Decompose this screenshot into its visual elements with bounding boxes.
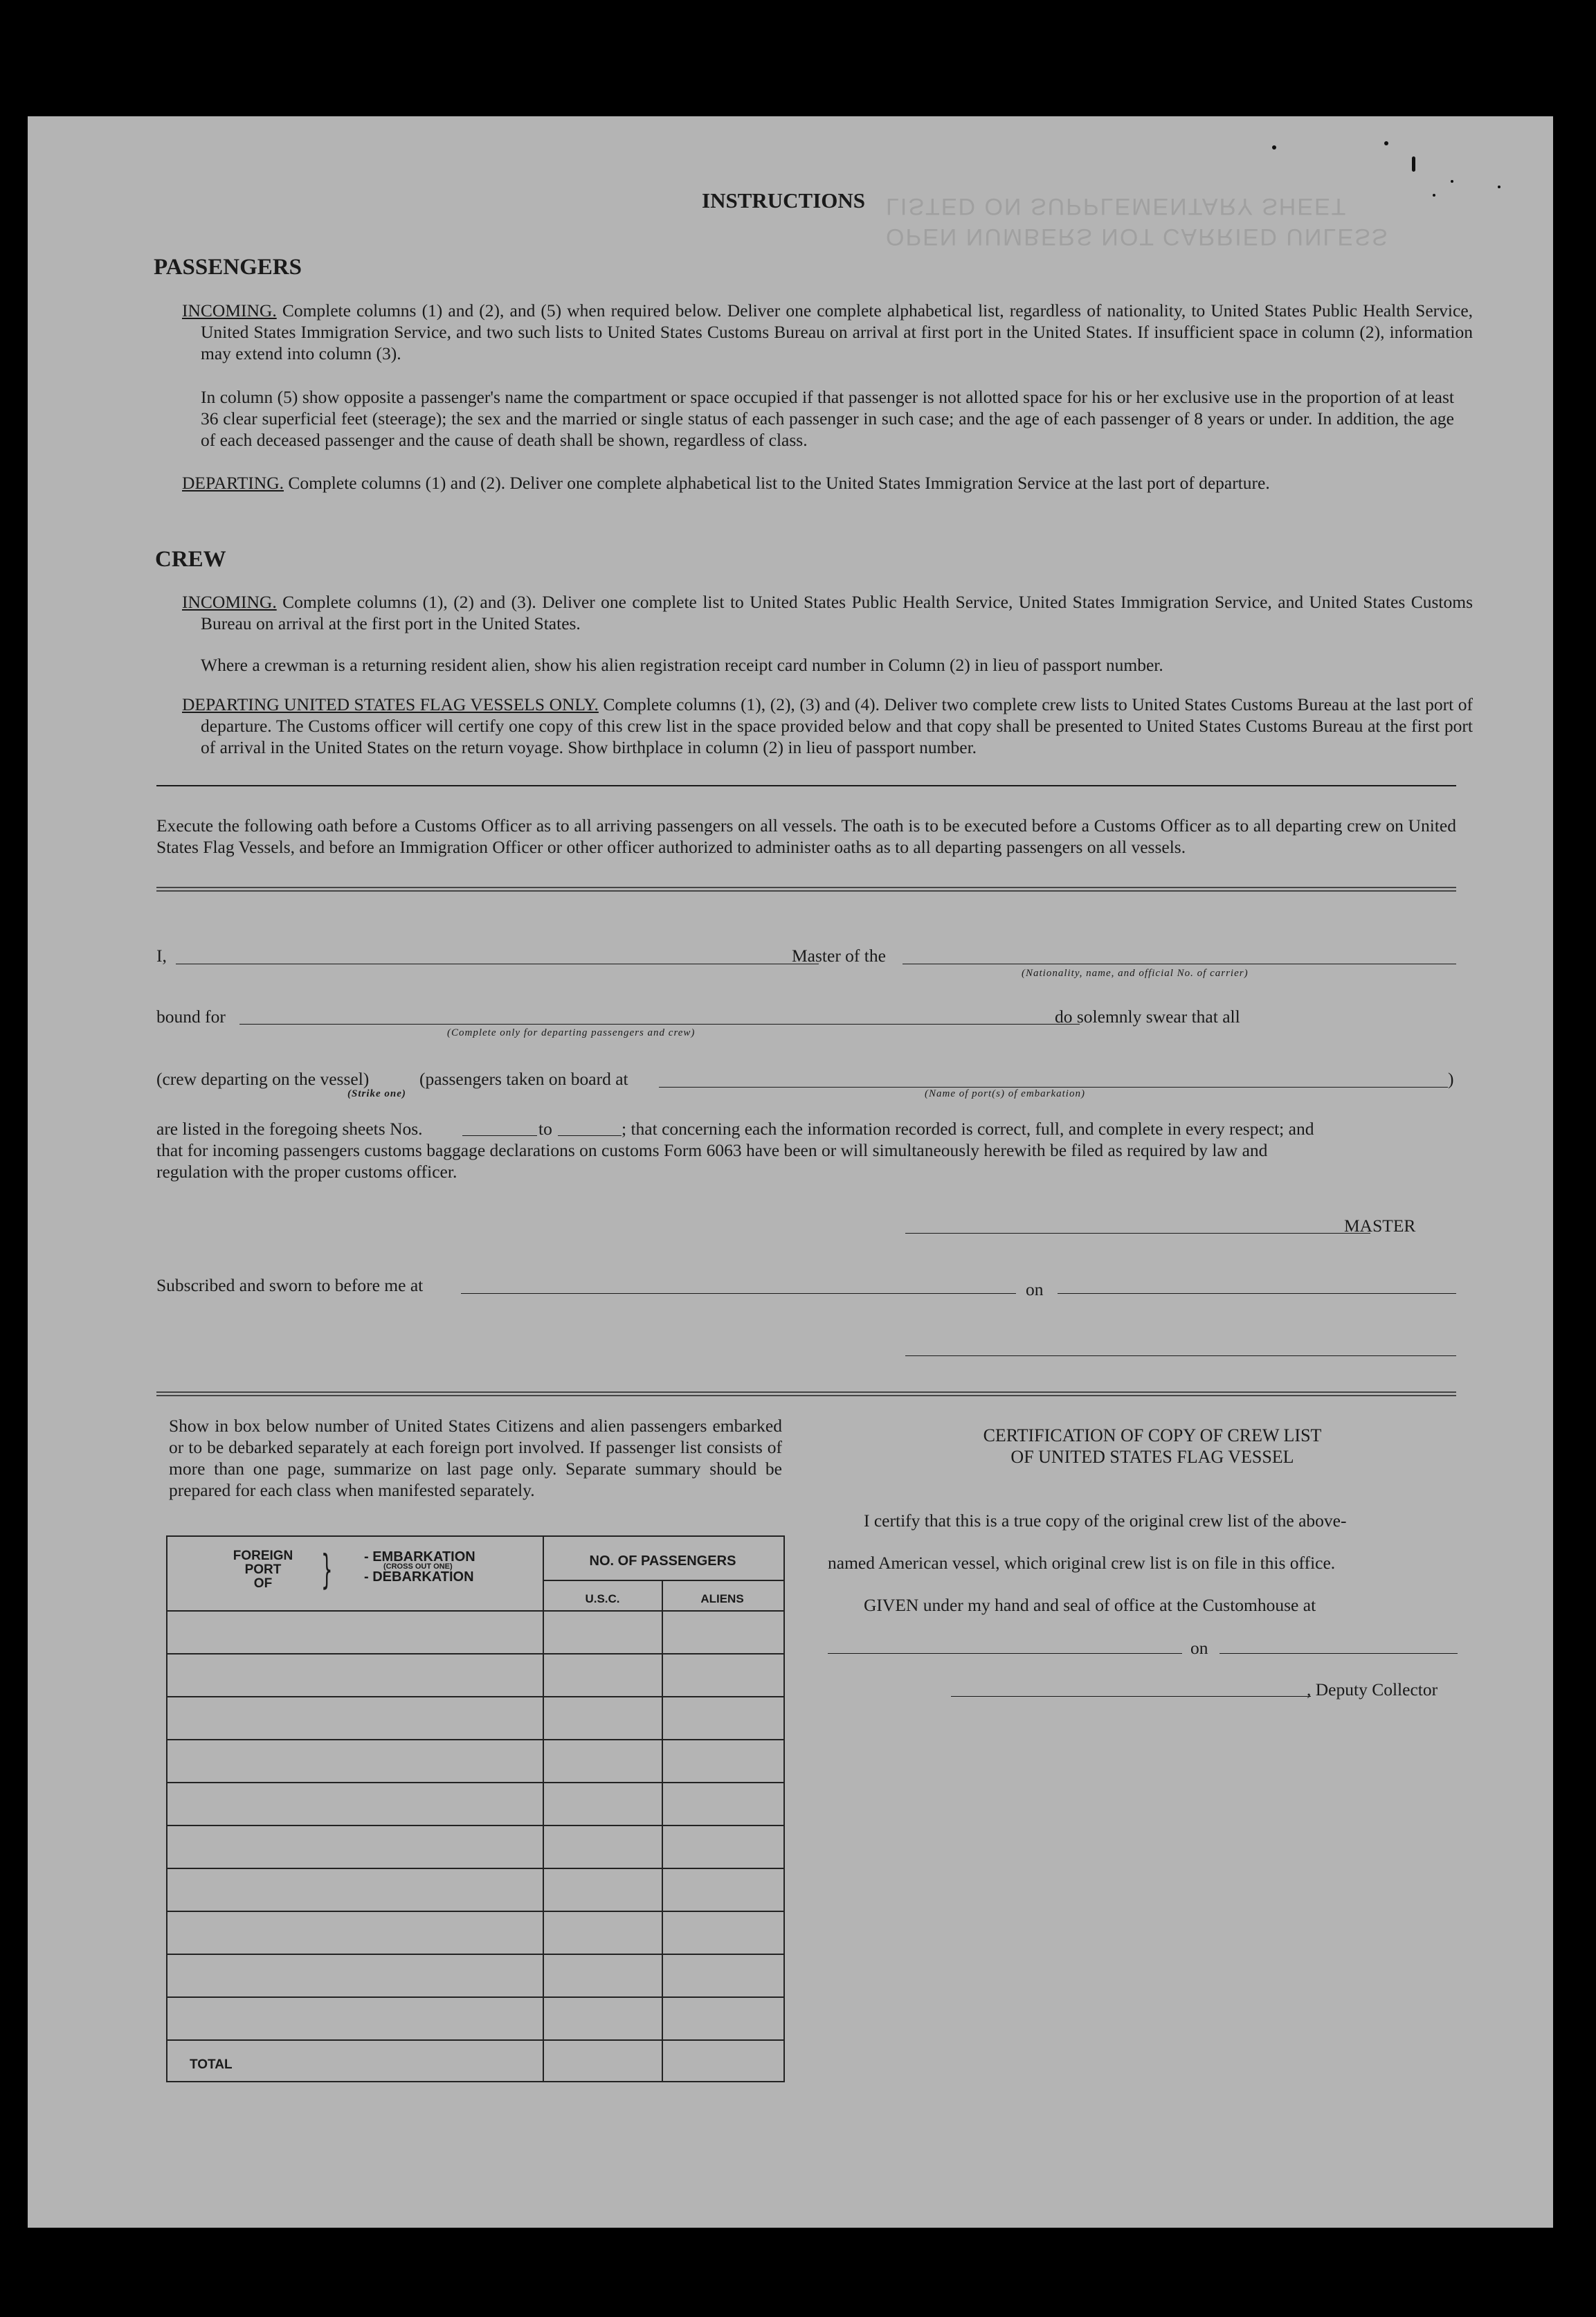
double-divider xyxy=(156,887,1456,892)
crew-resident-paragraph: Where a crewman is a returning resident alien, show his alien registration receipt card number in Column (2) in lieu of passport number. xyxy=(201,655,1163,675)
crew-departing-option: (crew departing on the vessel) xyxy=(156,1069,370,1089)
table-cell-usc[interactable] xyxy=(544,1955,662,1996)
certification-date-line[interactable] xyxy=(1219,1653,1458,1654)
table-cell-aliens[interactable] xyxy=(663,1955,783,1996)
sheet-from-line[interactable] xyxy=(462,1135,537,1136)
passengers-incoming-text: Complete columns (1) and (2), and (5) when required below. Deliver one complete alphabetical list, regardless of nationality, to United States Public Health Service, United States Immigration Service, and two such lists to United States Customs Bureau on arrival at first port in the United States. If insufficient space in column (2), information may extend into column (3). xyxy=(201,300,1473,363)
table-cell-port[interactable] xyxy=(167,1740,543,1782)
swear-text: do solemnly swear that all xyxy=(1055,1007,1240,1027)
table-cell-port[interactable] xyxy=(167,1955,543,1996)
subscribed-place-line[interactable] xyxy=(461,1293,1016,1294)
certification-line-2: named American vessel, which original crew list is on file in this office. xyxy=(828,1553,1336,1573)
crew-departing-paragraph xyxy=(182,694,1473,758)
table-cell-aliens[interactable] xyxy=(663,1783,783,1825)
crew-incoming-paragraph xyxy=(182,591,1473,634)
passengers-column5-paragraph: In column (5) show opposite a passenger's name the compartment or space occupied if that passenger is not allotted space for his or her exclusive use in the proportion of at least 36 clear superficial feet (steerage); the sex and the married or single status of each passenger in such case; and the age of each passenger of 8 years or under. In addition, the age of each deceased passenger and the cause of death shall be shown, regardless of class. xyxy=(201,387,1454,450)
table-cell-port[interactable] xyxy=(167,1912,543,1954)
passengers-heading: PASSENGERS xyxy=(154,255,302,280)
certification-given: GIVEN under my hand and seal of office at the Customhouse at xyxy=(864,1595,1316,1615)
carrier-caption: (Nationality, name, and official No. of carrier) xyxy=(1022,968,1249,979)
subscribed-label: Subscribed and sworn to before me at xyxy=(156,1275,424,1295)
table-cell-aliens[interactable] xyxy=(663,1826,783,1868)
crew-incoming-label: INCOMING. xyxy=(182,592,277,612)
usc-header: U.S.C. xyxy=(585,1592,620,1605)
speck xyxy=(1433,194,1435,197)
deputy-signature-line[interactable] xyxy=(951,1696,1311,1697)
table-cell-usc[interactable] xyxy=(544,1655,662,1696)
table-cell-aliens[interactable] xyxy=(663,1912,783,1954)
table-cell-aliens[interactable] xyxy=(663,1612,783,1653)
certification-on: on xyxy=(1190,1638,1208,1658)
speck xyxy=(1498,186,1500,188)
table-cell-usc[interactable] xyxy=(544,2041,662,2081)
form-page xyxy=(28,116,1553,2228)
oath-instructions: Execute the following oath before a Customs Officer as to all arriving passengers on all vessels. The oath is to be executed before a Customs Officer as to all departing crew on United States Flag Vessels, and before an Immigration Officer or other officer authorized to administer oaths as to all departing passengers on all vessels. xyxy=(156,815,1456,857)
passengers-incoming-paragraph xyxy=(182,300,1473,364)
master-label: MASTER xyxy=(1344,1216,1416,1236)
oath-i: I, xyxy=(156,946,167,966)
listed-regulation-text: regulation with the proper customs officer. xyxy=(156,1162,457,1182)
table-cell-usc[interactable] xyxy=(544,1912,662,1954)
page-title: INSTRUCTIONS xyxy=(702,188,866,213)
officer-signature-line[interactable] xyxy=(905,1355,1456,1356)
listed-sheets-text: are listed in the foregoing sheets Nos. xyxy=(156,1119,423,1139)
table-cell-aliens[interactable] xyxy=(663,2041,783,2081)
table-cell-port[interactable] xyxy=(167,1783,543,1825)
embarkation-ports-line[interactable] xyxy=(659,1087,1448,1088)
table-cell-aliens[interactable] xyxy=(663,1697,783,1739)
table-cell-usc[interactable] xyxy=(544,1612,662,1653)
table-cell-port[interactable] xyxy=(167,2041,543,2081)
speck xyxy=(1272,145,1276,150)
passengers-incoming-label: INCOMING. xyxy=(182,300,277,321)
certification-line-1: I certify that this is a true copy of the original crew list of the above- xyxy=(864,1511,1347,1531)
brace-icon: } xyxy=(321,1546,333,1593)
customhouse-place-line[interactable] xyxy=(828,1653,1182,1654)
subscribed-date-line[interactable] xyxy=(1058,1293,1456,1294)
table-cell-port[interactable] xyxy=(167,1612,543,1653)
table-cell-usc[interactable] xyxy=(544,1740,662,1782)
listed-correct-text: ; that concerning each the information recorded is correct, full, and complete in every respect; and xyxy=(622,1119,1314,1139)
bleed-through-stamp: OPEN NUMBERS NOT CARRIED UNLESS LISTED ON SUPPLEMENTARY SHEET xyxy=(886,193,1389,250)
passengers-departing-paragraph xyxy=(182,472,1473,494)
table-cell-aliens[interactable] xyxy=(663,1655,783,1696)
master-signature-line[interactable] xyxy=(905,1233,1370,1234)
table-cell-port[interactable] xyxy=(167,1869,543,1911)
bound-for-label: bound for xyxy=(156,1007,226,1027)
table-cell-port[interactable] xyxy=(167,1655,543,1696)
bound-for-caption: (Complete only for departing passengers and crew) xyxy=(447,1027,696,1038)
crew-departing-text: Complete columns (1), (2), (3) and (4). Deliver two complete crew lists to United States Customs Bureau at the last port of departure. The Customs officer will certify one copy of this crew list in the space provided below and that copy shall be presented to United States Customs Bureau at the first port of arrival in the United States on the return voyage. Show birthplace in column (2) in lieu of passport number. xyxy=(201,694,1473,757)
listed-to-text: to xyxy=(538,1119,552,1139)
passengers-departing-text: Complete columns (1) and (2). Deliver one complete alphabetical list to the United States Immigration Service at the last port of departure. xyxy=(288,473,1270,493)
passengers-taken-option: (passengers taken on board at xyxy=(419,1069,628,1089)
close-paren: ) xyxy=(1448,1069,1454,1089)
table-cell-aliens[interactable] xyxy=(663,1740,783,1782)
certification-title: CERTIFICATION OF COPY OF CREW LIST OF UNITED STATES FLAG VESSEL xyxy=(983,1425,1322,1467)
aliens-header: ALIENS xyxy=(700,1592,744,1605)
subscribed-on-label: on xyxy=(1026,1279,1044,1299)
table-cell-aliens[interactable] xyxy=(663,1869,783,1911)
table-cell-port[interactable] xyxy=(167,1697,543,1739)
listed-baggage-text: that for incoming passengers customs baggage declarations on customs Form 6063 have been or will simultaneously herewith be filed as required by law and xyxy=(156,1140,1268,1160)
deputy-collector-label: , Deputy Collector xyxy=(1307,1679,1438,1700)
table-cell-usc[interactable] xyxy=(544,1826,662,1868)
crew-departing-label: DEPARTING UNITED STATES FLAG VESSELS ONLY. xyxy=(182,694,599,714)
foreign-port-header: FOREIGN PORT OF xyxy=(233,1549,293,1591)
bound-for-line[interactable] xyxy=(239,1024,1080,1025)
ports-caption: (Name of port(s) of embarkation) xyxy=(925,1088,1085,1099)
speck xyxy=(1451,180,1453,183)
sheet-to-line[interactable] xyxy=(558,1135,622,1136)
total-label: TOTAL xyxy=(190,2057,233,2072)
table-cell-usc[interactable] xyxy=(544,1869,662,1911)
table-cell-usc[interactable] xyxy=(544,1998,662,2039)
table-cell-port[interactable] xyxy=(167,1826,543,1868)
speck xyxy=(1412,156,1415,172)
table-cell-aliens[interactable] xyxy=(663,1998,783,2039)
crew-heading: CREW xyxy=(155,547,226,572)
embark-debark-header: - EMBARKATION (CROSS OUT ONE) - DEBARKATION xyxy=(364,1549,475,1585)
crew-incoming-text: Complete columns (1), (2) and (3). Deliver one complete list to United States Public Health Service, United States Immigration Service, and United States Customs Bureau on arrival at the first port in the United States. xyxy=(201,592,1473,633)
speck xyxy=(1384,141,1388,145)
passenger-summary-table xyxy=(166,1535,785,2082)
no-of-passengers-header: NO. OF PASSENGERS xyxy=(589,1553,736,1569)
summary-instructions: Show in box below number of United States Citizens and alien passengers embarked or to be debarked separately at each foreign port involved. If passenger list consists of more than one page, summarize on last page only. Separate summary should be prepared for each class when manifested separately. xyxy=(169,1416,782,1500)
table-cell-usc[interactable] xyxy=(544,1697,662,1739)
table-cell-usc[interactable] xyxy=(544,1783,662,1825)
strike-one-caption: (Strike one) xyxy=(347,1088,406,1099)
passengers-departing-label: DEPARTING. xyxy=(182,473,284,493)
table-subheader-rule xyxy=(543,1580,783,1581)
table-cell-port[interactable] xyxy=(167,1998,543,2039)
section-divider xyxy=(156,785,1456,786)
master-of-the-label: Master of the xyxy=(792,946,886,966)
double-divider xyxy=(156,1391,1456,1396)
